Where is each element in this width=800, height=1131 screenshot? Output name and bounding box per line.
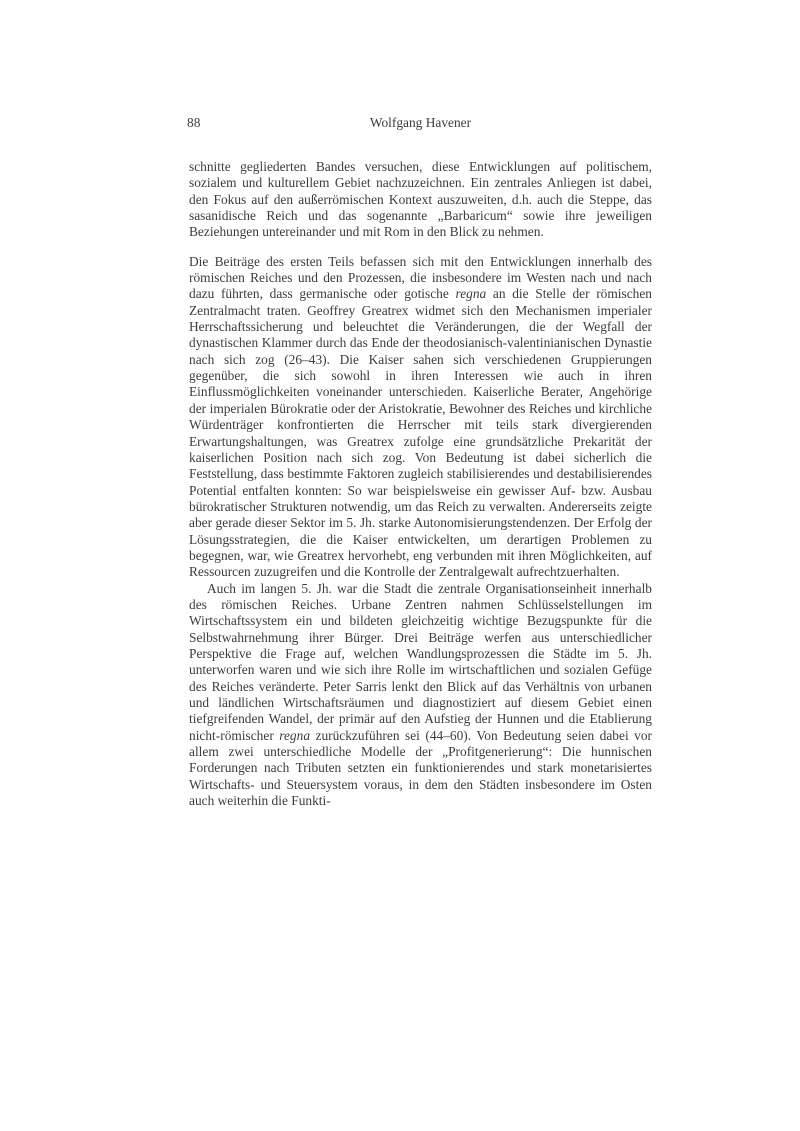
italic-text-segment: regna: [455, 286, 487, 302]
text-segment: schnitte gegliederten Bandes versuchen, diese Entwicklungen auf politischem, sozialem und kulturellem Gebiet nachzuzeichnen. Ein zentrales Anliegen ist dabei, den Fokus auf den außerrömischen Kontext auszuweiten, d.h. auch die Steppe, das sasanidische Reich und das sogenannte „Barbaricum“ sowie ihre jeweiligen Beziehungen untereinander und mit Rom in den Blick zu nehmen.: [189, 159, 652, 240]
page-number: 88: [187, 115, 201, 130]
text-segment: an die Stelle der römischen Zentralmacht traten. Geoffrey Greatrex widmet sich den Mechanismen imperialer Herrschaftssicherung und beleuchtet die Veränderungen, die der Wegfall der dynastischen Klammer durch das Ende der theodosianisch-valentinianischen Dynastie nach sich zog (26–43). Die Kaiser sahen sich verschiedenen Gruppierungen gegenüber, die sich sowohl in ihren Interessen wie auch in ihren Einflussmöglichkeiten voneinander unterschieden. Kaiserliche Berater, Angehörige der imperialen Bürokratie oder der Aristokratie, Bewohner des Reiches und kirchliche Würdenträger konfrontierten die Herrscher mit teils stark divergierenden Erwartungshaltungen, was Greatrex zufolge eine grundsätzliche Prekarität der kaiserlichen Position nach sich zog. Von Bedeutung ist dabei sicherlich die Feststellung, dass bestimmte Faktoren zugleich stabilisierendes und destabilisierendes Potential entfalten konnten: So war beispielsweise ein gewisser Auf- bzw. Ausbau bürokratischer Strukturen notwendig, um das Reich zu verwalten. Andererseits zeigte aber gerade dieser Sektor im 5. Jh. starke Autonomisierungstendenzen. Der Erfolg der Lösungsstrategien, die die Kaiser entwickelten, um derartigen Problemen zu begegnen, war, wie Greatrex hervorhebt, eng verbunden mit ihren Möglichkeiten, auf Ressourcen zuzugreifen und die Kontrolle der Zentralgewalt aufrechtzuerhalten.: [189, 286, 652, 580]
text-segment: Die Beiträge des ersten Teils befassen sich mit den Entwicklungen innerhalb des römischen Reiches und den Prozessen, die insbesondere im Westen nach und nach dazu führten, dass germanische oder gotische: [189, 253, 652, 302]
text-segment: Auch im langen 5. Jh. war die Stadt die zentrale Organisationseinheit innerhalb des römischen Reiches. Urbane Zentren nahmen Schlüsselstellungen im Wirtschaftssystem ein und bildeten gleichzeitig wichtige Bezugspunkte für die Selbstwahrnehmung ihrer Bürger. Drei Beiträge werfen aus unterschiedlicher Perspektive die Frage auf, welchen Wandlungsprozessen die Städte im 5. Jh. unterworfen waren und wie sich ihre Rolle im wirtschaftlichen und sozialen Gefüge des Reiches veränderte. Peter Sarris lenkt den Blick auf das Verhältnis von urbanen und ländlichen Wirtschaftsräumen und diagnostiziert auf diesem Gebiet einen tiefgreifenden Wandel, der primär auf den Aufstieg der Hunnen und die Etablierung nicht-römischer: [189, 580, 652, 743]
body-paragraph: [189, 159, 652, 241]
running-header: [189, 114, 652, 131]
italic-text-segment: regna: [279, 727, 311, 743]
text-segment: zurückzuführen sei (44–60). Von Bedeutung seien dabei vor allem zwei unterschiedliche Modelle der „Profitgenerierung“: Die hunnischen Forderungen nach Tributen setzten ein funktionierendes und stark monetarisiertes Wirtschafts- und Steuersystem voraus, in dem den Städten insbesondere im Osten auch weiterhin die Funkti-: [189, 727, 652, 809]
text-column: [189, 114, 652, 809]
body-text: [189, 159, 652, 809]
body-paragraph: [189, 581, 652, 810]
running-head-author: Wolfgang Havener: [369, 115, 472, 130]
body-paragraph: [189, 254, 652, 581]
